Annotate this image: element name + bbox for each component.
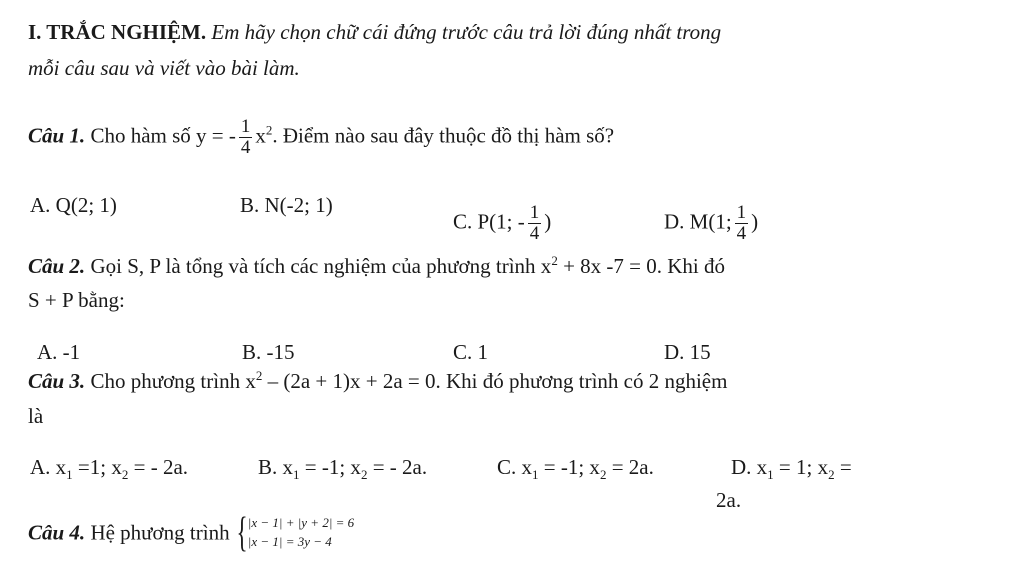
option-d-cont: 2a. [716, 488, 742, 512]
option-a: A. -1 [37, 340, 81, 364]
section-header [28, 20, 721, 45]
equation-system [232, 512, 355, 554]
section-title: I. TRẮC NGHIỆM. [28, 20, 207, 44]
option-c: C. P(1; - $\frac{1}{4}$ ) [453, 202, 552, 244]
fraction: $\frac{1}{4}$ [240, 116, 251, 158]
option-c: C. 1 [453, 340, 489, 364]
equation-2: |x − 1| = 3y − 4 [247, 534, 332, 549]
fraction: $\frac{1}{4}$ [529, 202, 540, 244]
option-a: A. Q(2; 1) [30, 193, 117, 217]
question-text: . Điểm nào sau đây thuộc đồ thị hàm số? [272, 123, 615, 148]
question-text-cont: S + P bằng: [28, 288, 125, 312]
option-d: D. 15 [664, 340, 711, 364]
question-text-cont: là [28, 404, 44, 428]
option-b: B. N(-2; 1) [240, 193, 333, 217]
question-text: Hệ phương trình [90, 520, 230, 545]
question-text: Gọi S, P là tổng và tích các nghiệm của phương trình x [90, 254, 552, 278]
option-b: B. $x_1 = -1$; $x_2$ = - 2a. [258, 455, 428, 482]
section-instruction-cont: mỗi câu sau và viết vào bài làm. [28, 56, 300, 80]
question-label: Câu 3. [28, 369, 86, 393]
option-d: D. M(1; $\frac{1}{4}$ ) [664, 202, 759, 244]
question-label: Câu 2. [28, 254, 86, 278]
question-4 [28, 512, 354, 554]
fraction: $\frac{1}{4}$ [736, 202, 747, 244]
question-1: Câu 1. Cho hàm số y = - $\frac{1}{4}$ $x^2$. Điểm nào sau đây thuộc đồ thị hàm số? [28, 116, 615, 158]
option-d: D. $x_1 = 1$; $x_2$ = [731, 455, 852, 482]
brace-symbol: { [236, 510, 248, 556]
question-2: Câu 2. Gọi S, P là tổng và tích các nghiệm của phương trình $x^2 + 8x$ -7 = 0. Khi đó [28, 253, 725, 278]
question-label: Câu 4. [28, 520, 86, 545]
option-c: C. $x_1 = -1$; $x_2 = 2a$. [497, 455, 654, 482]
section-instruction: Em hãy chọn chữ cái đứng trước câu trả lời đúng nhất trong [211, 20, 722, 44]
option-b: B. -15 [242, 340, 295, 364]
question-text: Cho phương trình x [90, 369, 256, 393]
equation-1: |x − 1| + |y + 2| = 6 [247, 515, 355, 531]
question-3: Câu 3. Cho phương trình $x^2 - (2a + 1)x + 2a = 0$. Khi đó phương trình có 2 nghiệm [28, 368, 728, 393]
option-a: A. $x_1 =1$; $x_2$ = - 2a. [30, 455, 189, 482]
question-text: Cho hàm số y = - [90, 123, 236, 148]
question-label: Câu 1. [28, 123, 86, 148]
